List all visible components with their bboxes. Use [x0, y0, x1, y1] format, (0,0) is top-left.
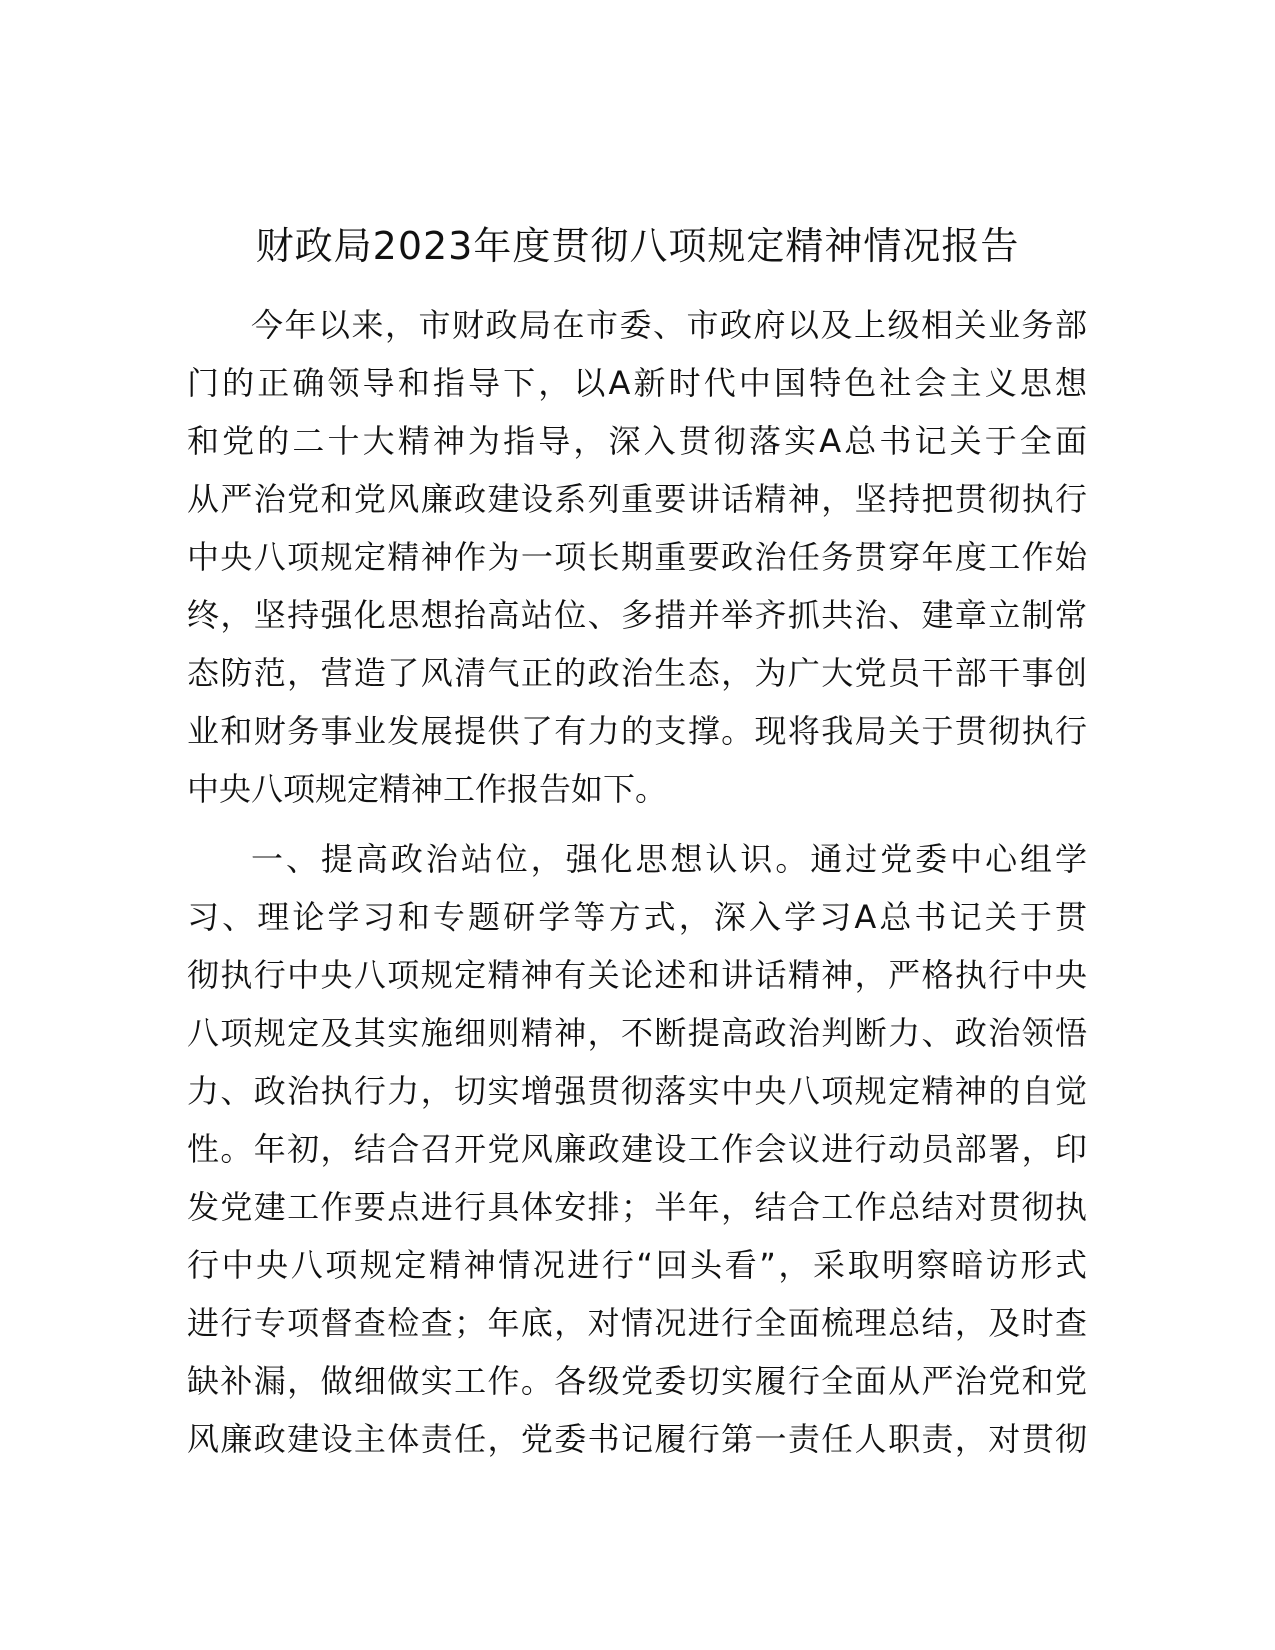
text-line: 中央八项规定精神工作报告如下。	[187, 770, 668, 808]
text-line: 从严治党和党风廉政建设系列重要讲话精神，坚持把贯彻执行	[187, 480, 1087, 518]
paragraph-intro	[187, 296, 1087, 818]
text-line: 行中央八项规定精神情况进行“回头看”，采取明察暗访形式	[187, 1246, 1087, 1284]
paragraph-section-one	[187, 830, 1087, 1468]
text-line: 八项规定及其实施细则精神，不断提高政治判断力、政治领悟	[187, 1014, 1087, 1052]
text-line: 习、理论学习和专题研学等方式，深入学习A总书记关于贯	[187, 898, 1087, 936]
text-line: 门的正确领导和指导下，以A新时代中国特色社会主义思想	[187, 364, 1087, 402]
text-line: 彻执行中央八项规定精神有关论述和讲话精神，严格执行中央	[187, 956, 1087, 994]
text-line: 一、提高政治站位，强化思想认识。通过党委中心组学	[251, 840, 1087, 878]
document-title: 财政局2023年度贯彻八项规定精神情况报告	[255, 224, 1020, 268]
text-line: 发党建工作要点进行具体安排；半年，结合工作总结对贯彻执	[187, 1188, 1087, 1226]
text-line: 性。年初，结合召开党风廉政建设工作会议进行动员部署，印	[187, 1130, 1087, 1168]
text-line: 中央八项规定精神作为一项长期重要政治任务贯穿年度工作始	[187, 538, 1087, 576]
text-line: 今年以来，市财政局在市委、市政府以及上级相关业务部	[251, 306, 1087, 344]
text-line: 终，坚持强化思想抬高站位、多措并举齐抓共治、建章立制常	[187, 596, 1087, 634]
text-line: 进行专项督查检查；年底，对情况进行全面梳理总结，及时查	[187, 1304, 1087, 1342]
text-line: 缺补漏，做细做实工作。各级党委切实履行全面从严治党和党	[187, 1362, 1087, 1400]
text-line: 和党的二十大精神为指导，深入贯彻落实A总书记关于全面	[187, 422, 1087, 460]
text-line: 力、政治执行力，切实增强贯彻落实中央八项规定精神的自觉	[187, 1072, 1087, 1110]
text-line: 态防范，营造了风清气正的政治生态，为广大党员干部干事创	[187, 654, 1087, 692]
text-line: 业和财务事业发展提供了有力的支撑。现将我局关于贯彻执行	[187, 712, 1087, 750]
text-line: 风廉政建设主体责任，党委书记履行第一责任人职责，对贯彻	[187, 1420, 1087, 1458]
